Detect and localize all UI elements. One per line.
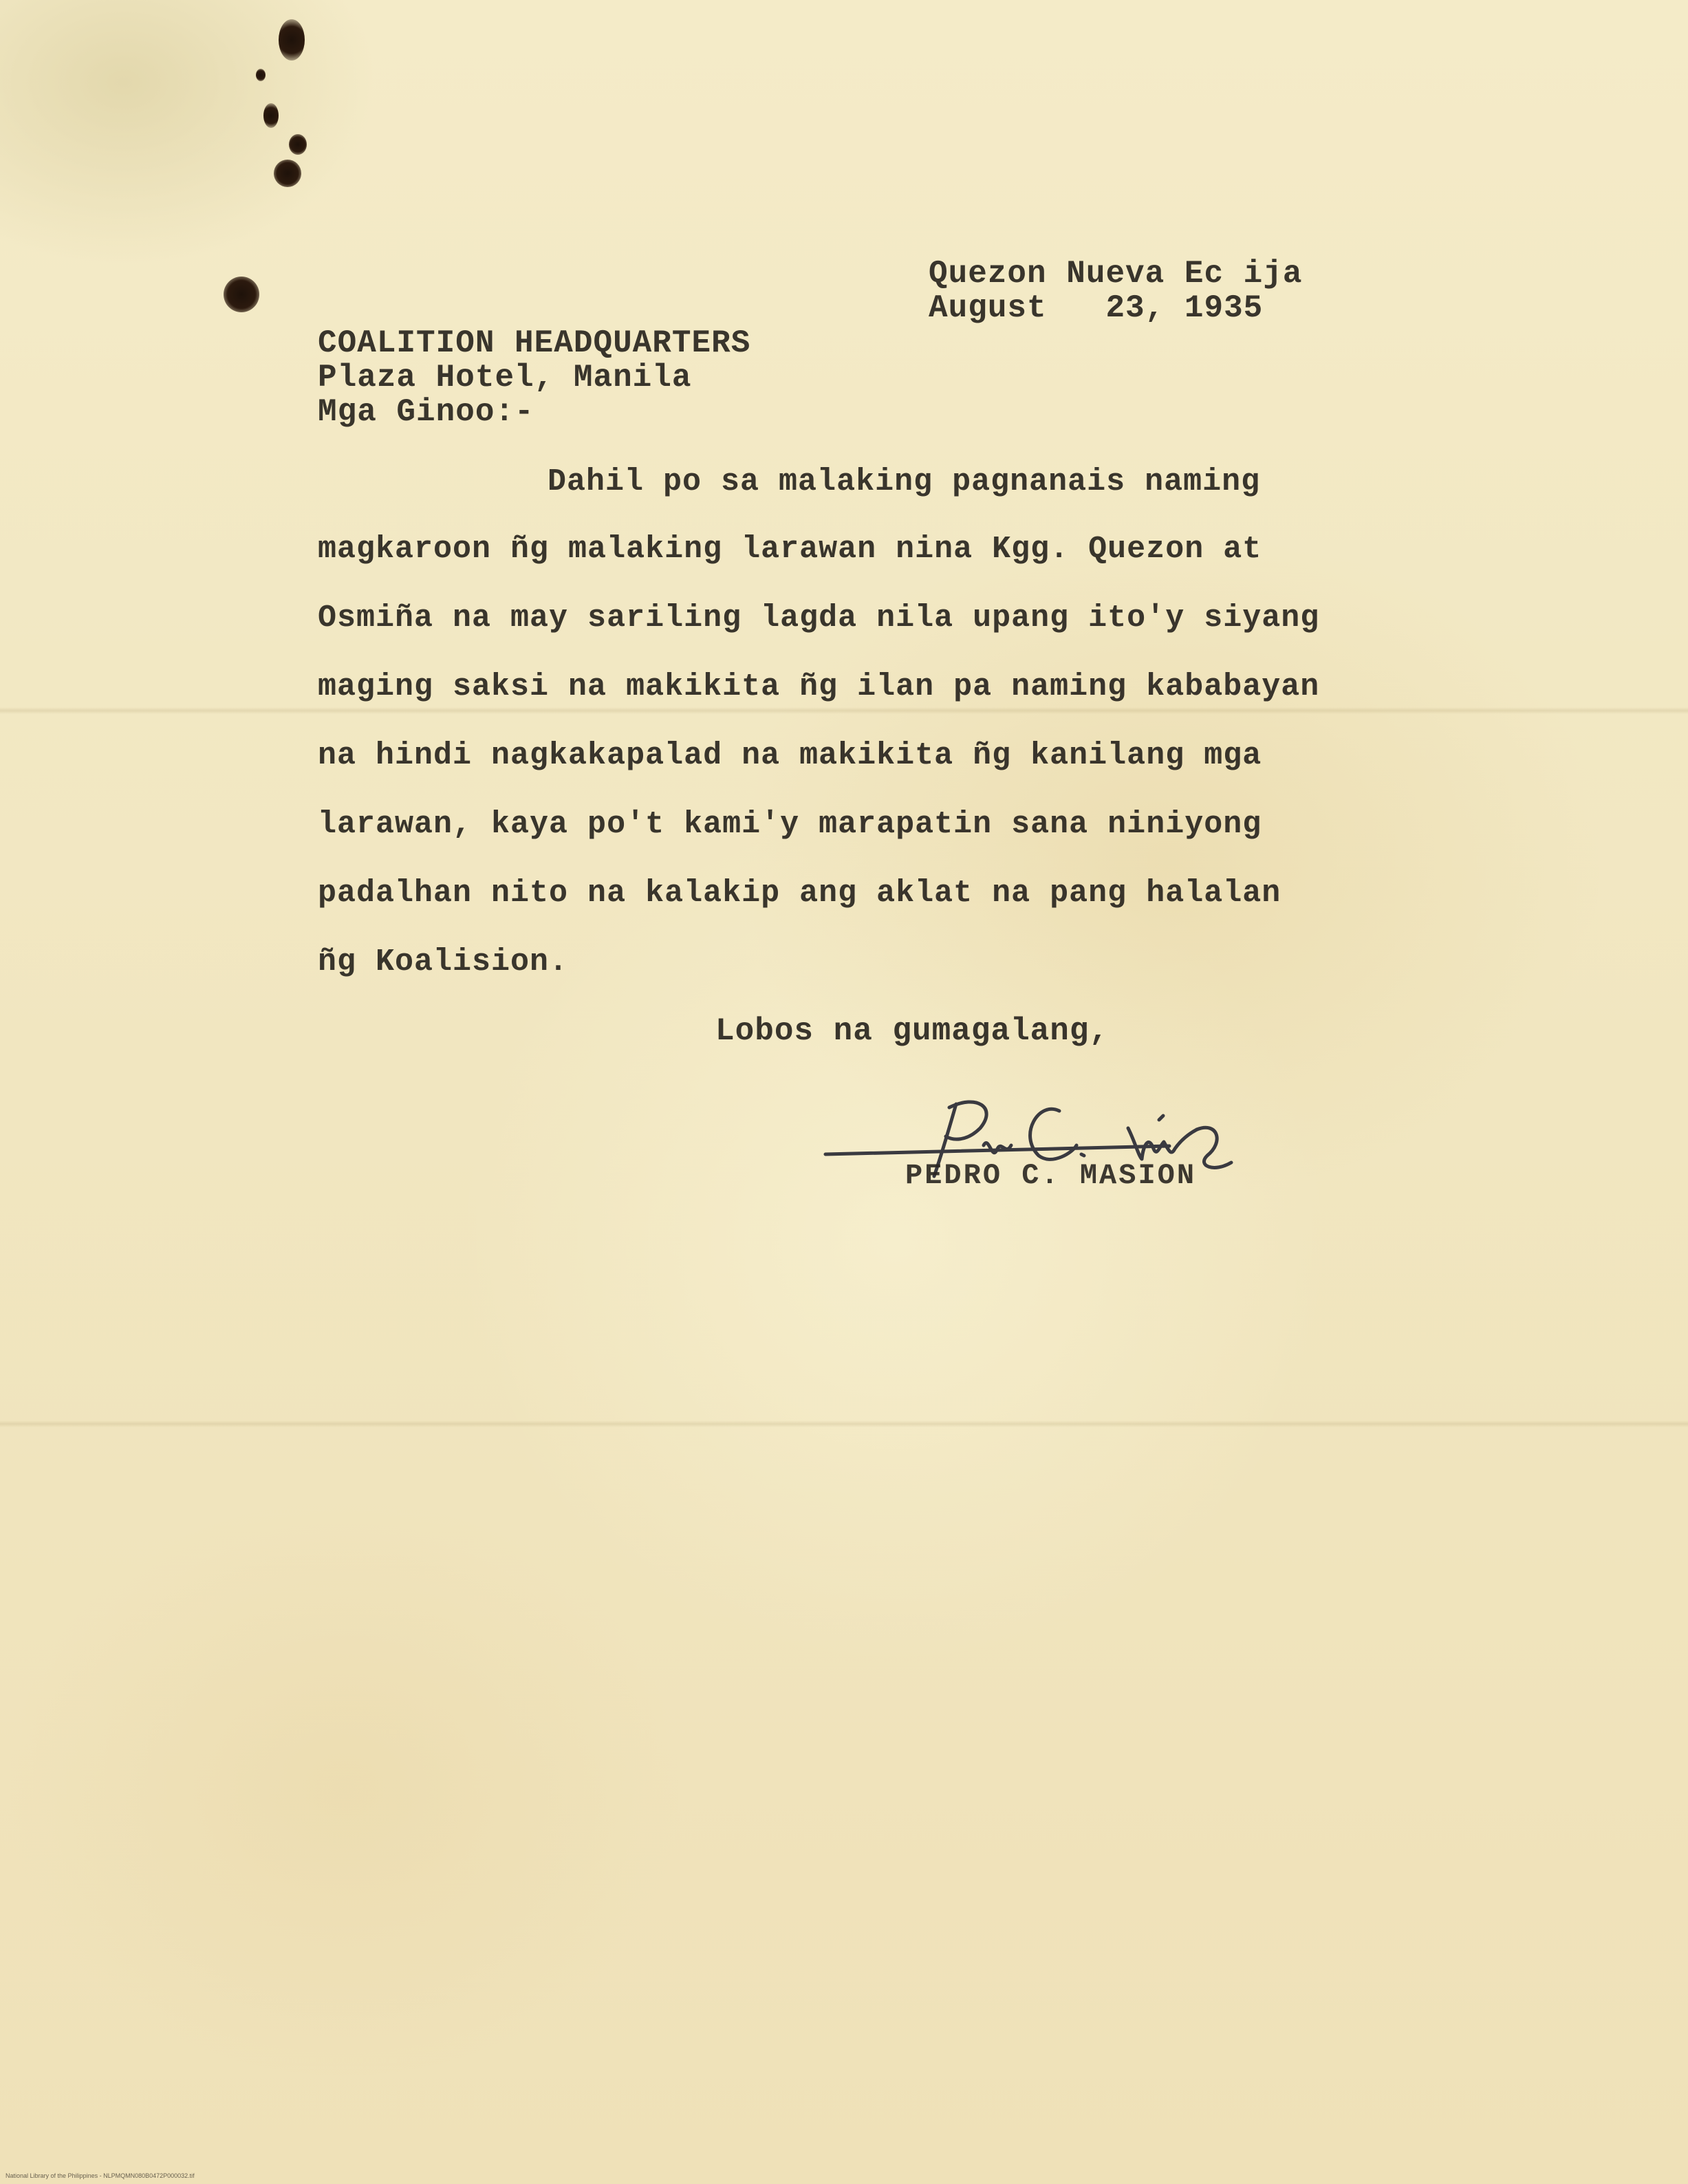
body-line: ñg Koalision. bbox=[318, 944, 569, 980]
ink-stain bbox=[279, 19, 305, 61]
letter-date: August 23, 1935 bbox=[929, 290, 1264, 326]
body-line: Dahil po sa malaking pagnanais naming bbox=[548, 464, 1261, 499]
recipient-name: COALITION HEADQUARTERS bbox=[318, 325, 751, 361]
body-line: maging saksi na makikita ñg ilan pa naming kababayan bbox=[318, 669, 1320, 704]
recipient-address: Plaza Hotel, Manila bbox=[318, 360, 692, 396]
ink-stain bbox=[224, 277, 259, 312]
paper-fold bbox=[0, 1420, 1688, 1427]
ink-stain bbox=[289, 134, 307, 155]
paper-fold bbox=[0, 707, 1688, 714]
salutation: Mga Ginoo:- bbox=[318, 394, 534, 430]
archive-footer: National Library of the Philippines - NLPMQMN080B0472P000032.tif bbox=[6, 2172, 195, 2179]
body-line: larawan, kaya po't kami'y marapatin sana niniyong bbox=[318, 807, 1262, 842]
typed-signatory-name: PEDRO C. MASION bbox=[905, 1159, 1197, 1192]
body-line: na hindi nagkakapalad na makikita ñg kanilang mga bbox=[318, 738, 1262, 773]
body-line: Osmiña na may sariling lagda nila upang ito'y siyang bbox=[318, 601, 1320, 636]
ink-stain bbox=[274, 160, 301, 187]
body-line: magkaroon ñg malaking larawan nina Kgg. Quezon at bbox=[318, 532, 1262, 567]
ink-stain bbox=[256, 69, 266, 81]
letter-place: Quezon Nueva Ec ija bbox=[929, 256, 1303, 292]
closing-phrase: Lobos na gumagalang, bbox=[715, 1013, 1110, 1049]
body-line: padalhan nito na kalakip ang aklat na pang halalan bbox=[318, 876, 1281, 911]
ink-stain bbox=[263, 103, 279, 128]
